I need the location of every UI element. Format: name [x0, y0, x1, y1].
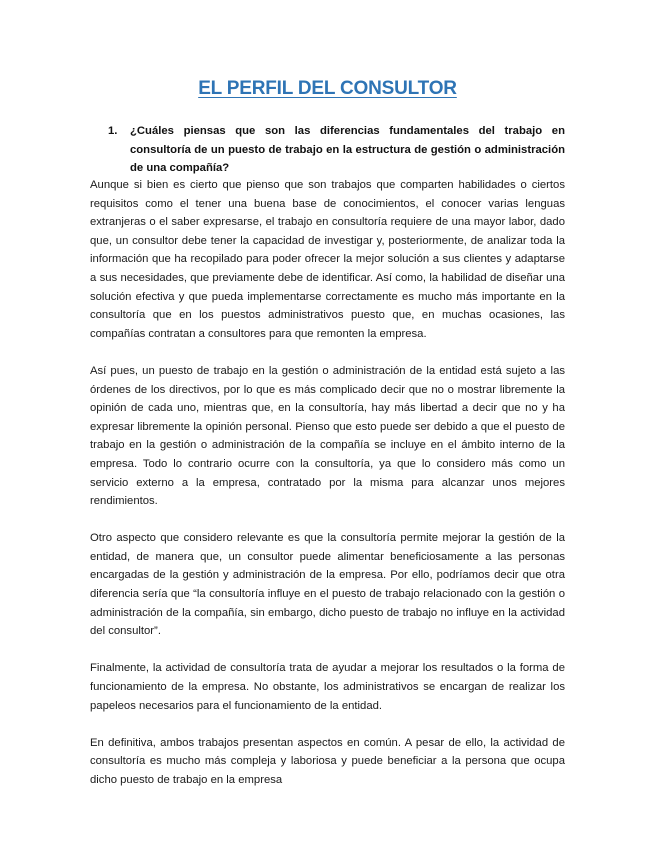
paragraph-5: En definitiva, ambos trabajos presentan aspectos en común. A pesar de ello, la actividad de consultoría es mucho más compleja y laboriosa y puede beneficiar a la persona que ocupa dicho puesto de trabajo en la empresa: [90, 736, 565, 786]
paragraph-3: Otro aspecto que considero relevante es que la consultoría permite mejorar la gestión de la entidad, de manera que, un consultor puede alimentar beneficiosamente a las personas encargadas de la gestión y administración de la empresa. Por ello, podríamos decir que otra diferencia sería que “la consultoría influye en el puesto de trabajo relacionado con la gestión o administración de la compañía, sin embargo, dicho puesto de trabajo no influye en la actividad del consultor”.: [90, 532, 565, 638]
answer-body: [90, 176, 565, 808]
page-title: EL PERFIL DEL CONSULTOR: [198, 78, 457, 99]
question-text: ¿Cuáles piensas que son las diferencias fundamentales del trabajo en consultoría de un puesto de trabajo en la estructura de gestión o administración de una compañía?: [130, 125, 565, 175]
paragraph-4: Finalmente, la actividad de consultoría trata de ayudar a mejorar los resultados o la forma de funcionamiento de la empresa. No obstante, los administrativos se encargan de realizar los papeleos necesarios para el funcionamiento de la entidad.: [90, 662, 565, 712]
paragraph-2: Así pues, un puesto de trabajo en la gestión o administración de la entidad está sujeto a las órdenes de los directivos, por lo que es más complicado decir que no o mostrar libremente la opinión de cada uno, mientras que, en la consultoría, hay más libertad a decir que no y ha expresar libremente la opinión personal. Pienso que esto puede ser debido a que el puesto de trabajo en la gestión o administración de la compañía se incluye en el ámbito interno de la empresa. Todo lo contrario ocurre con la consultoría, ya que lo considero más como un servicio externo a la empresa, contratado por la misma para alcanzar unos mejores rendimientos.: [90, 364, 565, 508]
question-number: 1.: [108, 125, 118, 137]
paragraph-1: Aunque si bien es cierto que pienso que son trabajos que comparten habilidades o ciertos requisitos como el tener una buena base de conocimientos, el conocer varias lenguas extranjeras o el saber expresarse, el trabajo en consultoría requiere de una mayor labor, dado que, un consultor debe tener la capacidad de investigar y, posteriormente, de analizar toda la información que ha recopilado para poder ofrecer la mejor solución a sus clientes y adaptarse a sus necesidades, que previamente debe de identificar. Así como, la habilidad de diseñar una solución efectiva y que pueda implementarse correctamente es mucho más importante en la consultoría que en los puestos administrativos puesto que, en muchas ocasiones, las compañías contratan a consultores para que remonten la empresa.: [90, 179, 565, 340]
question-item: [108, 122, 565, 178]
